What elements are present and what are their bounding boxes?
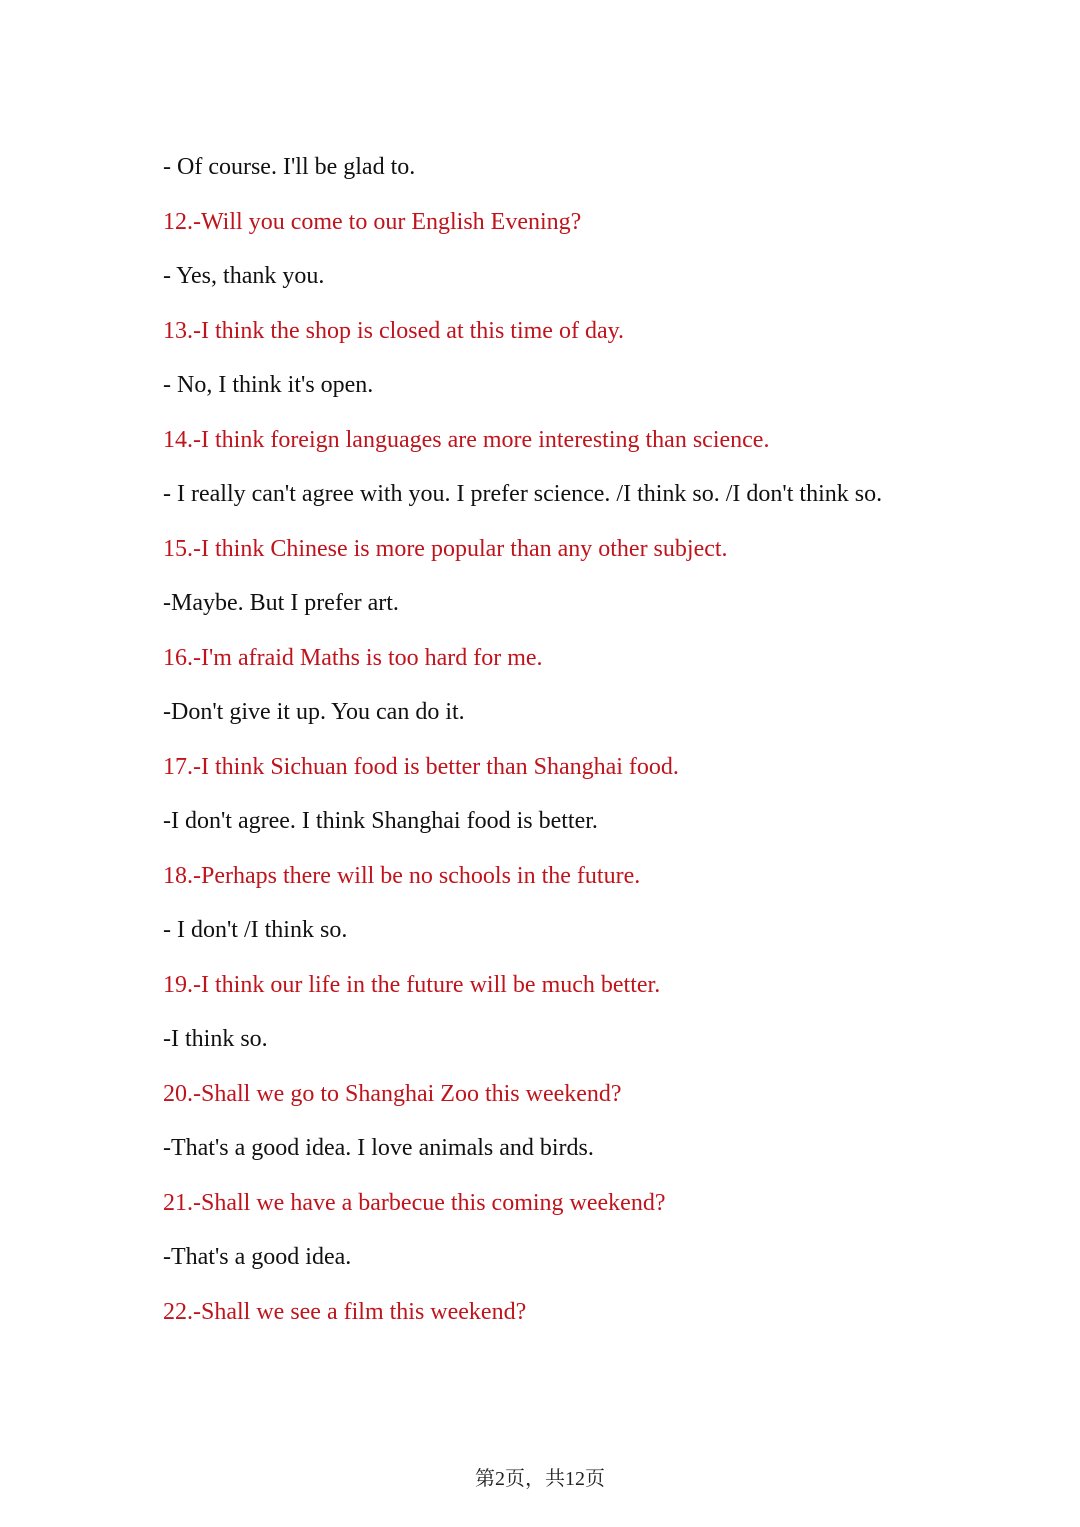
question-line: 16.-I'm afraid Maths is too hard for me. [163,644,543,671]
page-number-footer: 第2页，共12页 [475,1468,605,1490]
answer-line: -Don't give it up. You can do it. [163,699,465,725]
dialogue-list [163,140,923,1339]
answer-line: -I don't agree. I think Shanghai food is better. [163,808,598,834]
question-line: 14.-I think foreign languages are more interesting than science. [163,426,770,453]
answer-line: -That's a good idea. I love animals and birds. [163,1135,594,1161]
question-line: 17.-I think Sichuan food is better than Shanghai food. [163,753,679,780]
answer-line: -Maybe. But I prefer art. [163,590,399,616]
question-line: 20.-Shall we go to Shanghai Zoo this weekend? [163,1080,622,1107]
answer-line: - Yes, thank you. [163,263,325,289]
answer-line: -That's a good idea. [163,1244,352,1270]
answer-line: - I don't /I think so. [163,917,348,943]
question-line: 13.-I think the shop is closed at this time of day. [163,317,625,344]
answer-line: - No, I think it's open. [163,372,374,398]
answer-line: - Of course. I'll be glad to. [163,154,416,180]
question-line: 15.-I think Chinese is more popular than any other subject. [163,535,728,562]
question-line: 12.-Will you come to our English Evening? [163,208,582,235]
question-line: 18.-Perhaps there will be no schools in the future. [163,862,641,889]
question-line: 21.-Shall we have a barbecue this coming weekend? [163,1189,666,1216]
question-line: 22.-Shall we see a film this weekend? [163,1298,527,1325]
question-line: 19.-I think our life in the future will be much better. [163,971,661,998]
answer-line: - I really can't agree with you. I prefer science. /I think so. /I don't think so. [163,481,883,507]
answer-line: -I think so. [163,1026,268,1052]
